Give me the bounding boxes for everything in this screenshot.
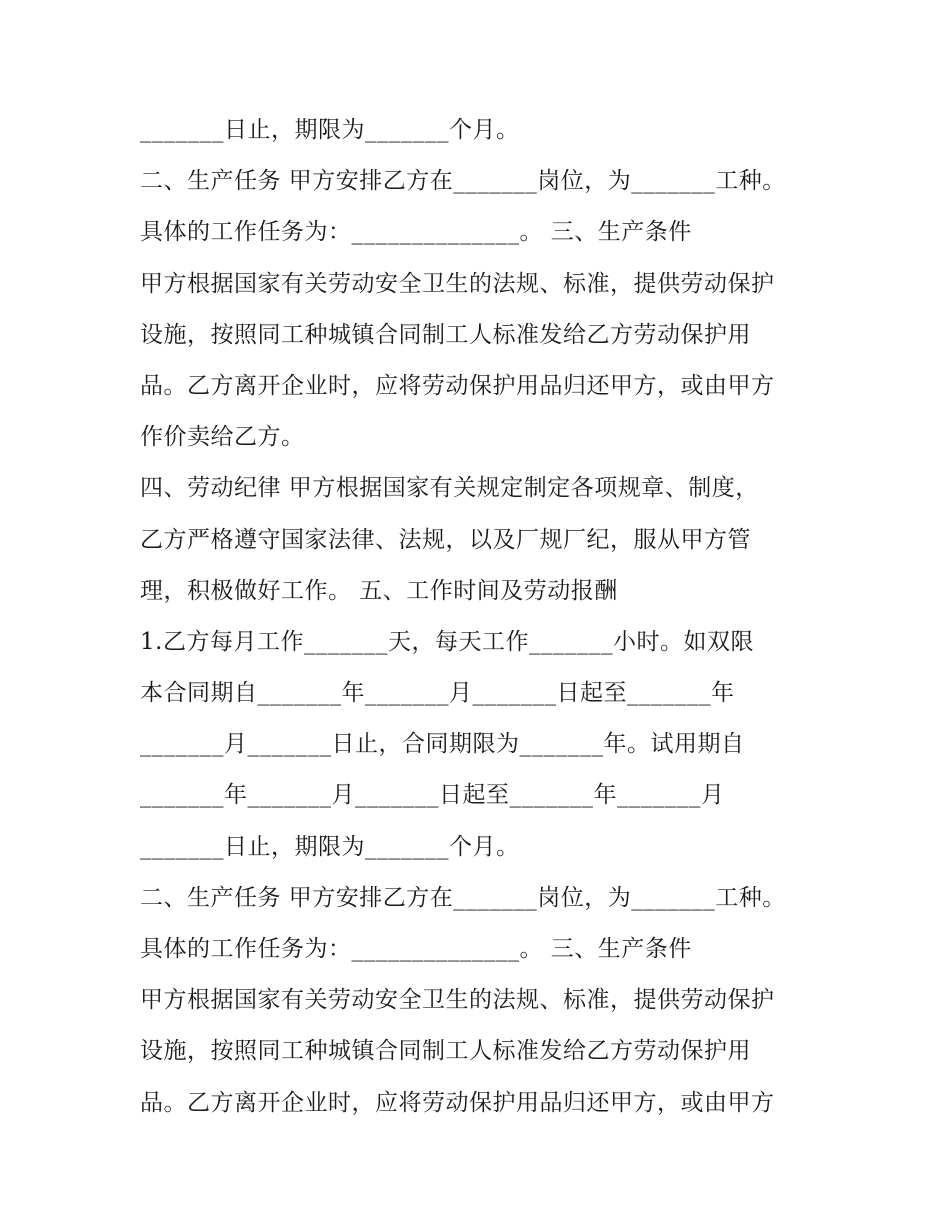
text-line: 甲方根据国家有关劳动安全卫生的法规、标准，提供劳动保护 (140, 987, 775, 1014)
text-line: 四、劳动纪律 甲方根据国家有关规定制定各项规章、制度， (140, 475, 759, 502)
text-line: 理，积极做好工作。 五、工作时间及劳动报酬 (140, 577, 618, 604)
text-line: 设施，按照同工种城镇合同制工人标准发给乙方劳动保护用 (140, 321, 751, 348)
text-line: 甲方根据国家有关劳动安全卫生的法规、标准，提供劳动保护 (140, 270, 775, 297)
text-line: 品。乙方离开企业时，应将劳动保护用品归还甲方，或由甲方 (140, 1089, 775, 1116)
text-line: _______日止，期限为_______个月。 (140, 117, 520, 143)
text-line: 具体的工作任务为：______________。 三、生产条件 (140, 936, 692, 962)
text-line: _______年_______月_______日起至_______年_______月 (140, 782, 725, 809)
text-line: 本合同期自_______年_______月_______日起至_______年 (140, 680, 735, 707)
text-line: _______日止，期限为_______个月。 (140, 833, 520, 860)
text-line: 1.乙方每月工作_______天，每天工作_______小时。如双限 (140, 628, 754, 655)
text-line: 作价卖给乙方。 (140, 424, 305, 451)
text-line: 设施，按照同工种城镇合同制工人标准发给乙方劳动保护用 (140, 1038, 751, 1065)
text-line: _______月_______日止，合同期限为_______年。试用期自 (140, 731, 745, 758)
document-body (140, 108, 830, 1132)
text-line: 二、生产任务 甲方安排乙方在_______岗位，为_______工种。 (140, 168, 786, 195)
text-line: 乙方严格遵守国家法律、法规，以及厂规厂纪，服从甲方管 (140, 526, 751, 553)
text-line: 品。乙方离开企业时，应将劳动保护用品归还甲方，或由甲方 (140, 372, 775, 399)
text-line: 具体的工作任务为：______________。 三、生产条件 (140, 219, 692, 246)
text-line: 二、生产任务 甲方安排乙方在_______岗位，为_______工种。 (140, 884, 786, 911)
